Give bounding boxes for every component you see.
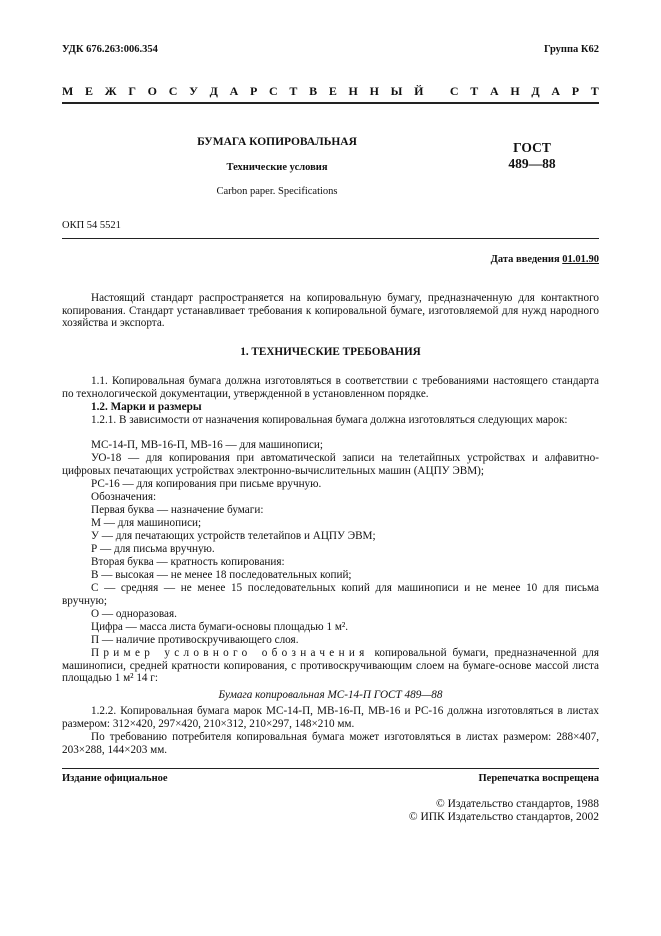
example-label: Пример условного обозначения [91,647,369,659]
consumer-sizes: По требованию потребителя копировальная бумага может изготовляться в листах размером: 288×407, 203×288, 144×203 мм. [62,731,599,756]
banner-letter: Р [249,84,258,98]
letter-v: В — высокая — не менее 18 последовательных копий; [91,569,352,581]
document-subtitle: Технические условия [226,162,328,173]
designations-label: Обозначения: [91,491,157,503]
copyright-2002: © ИПК Издательство стандартов, 2002 [408,811,599,823]
letter-r: Р — для письма вручную. [91,543,215,555]
banner-letter: Н [369,84,379,98]
banner-letter: А [551,84,561,98]
digit-meaning: Цифра — масса листа бумаги-основы площадью 1 м². [91,621,349,633]
gost-number: 489—88 [508,156,556,171]
letter-m: М — для машинописи; [91,517,202,529]
grade-ms: МС-14-П, МВ-16-П, МВ-16 — для машинописи; [91,439,323,451]
banner-letter: Д [531,84,540,98]
document-page [62,0,599,936]
second-letter-label: Вторая буква — кратность копирования: [91,556,285,568]
interstate-standard-banner [62,84,599,99]
banner-letter: С [449,84,459,98]
introduction-date-label: Дата введения [490,254,560,265]
banner-letter: Р [571,84,580,98]
banner-letter: А [229,84,239,98]
okp-code: ОКП 54 5521 [62,220,121,231]
banner-letter: О [147,84,158,98]
document-title: БУМАГА КОПИРОВАЛЬНАЯ [197,136,357,148]
banner-letter: У [189,84,198,98]
letter-o: О — одноразовая. [91,608,177,620]
letter-s: С — средняя — не менее 15 последовательных копий для машинописи и не менее 10 для письма вручную; [62,582,599,607]
banner-letter: Н [348,84,358,98]
clause-1-2-2: 1.2.2. Копировальная бумага марок МС-14-П, МВ-16-П, МВ-16 и РС-16 должна изготовляться в листах размером: 312×420, 297×420, 210×312, 210×297, 148×210 мм. [62,705,599,730]
copyright-1988: © Издательство стандартов, 1988 [435,798,599,810]
banner-letter: Ж [104,84,117,98]
example-designation: Бумага копировальная МС-14-П ГОСТ 489—88 [218,689,443,701]
example-text: копировальной бумаги, предназначенной для машинописи, средней кратности копирования, с противоскручивающим слоем на бумаге-основе массой листа площадью 1 м² 14 г: [62,647,599,685]
banner-rule [62,102,599,104]
banner-letter: С [269,84,278,98]
udk-code: УДК 676.263:006.354 [62,44,158,55]
official-edition: Издание официальное [62,773,168,784]
footer-rule [62,768,599,769]
banner-letter: М [62,84,74,98]
intro-paragraph: Настоящий стандарт распространяется на копировальную бумагу, предназначенную для контактного копирования. Стандарт устанавливает требования к копировальной бумаге, изготовляемой для нужд народного хозяйства и экспорта. [62,292,599,330]
grade-rs: РС-16 — для копирования при письме вручную. [91,478,322,490]
example-paragraph [62,647,599,685]
clause-1-1: 1.1. Копировальная бумага должна изготовляться в соответствии с требованиями настоящего стандарта по технологической документации, утвержденной в установленном порядке. [62,375,599,400]
banner-letter: Т [470,84,479,98]
banner-letter: Е [328,84,337,98]
banner-letter [435,84,438,99]
clause-1-2-heading: 1.2. Марки и размеры [91,401,202,413]
first-letter-label: Первая буква — назначение бумаги: [91,504,264,516]
banner-letter: Т [590,84,599,98]
banner-letter: А [489,84,499,98]
grade-uo: УО-18 — для копирования при автоматической записи на телетайпных устройствах и алфавитно-цифровых печатающих устройствах электронно-вычислительных машин (АЦПУ ЭВМ); [62,452,599,477]
banner-letter: Г [128,84,136,98]
banner-letter: Д [209,84,218,98]
letter-p: П — наличие противоскручивающего слоя. [91,634,299,646]
title-rule [62,238,599,239]
banner-letter: Ы [390,84,403,98]
clause-1-2-1: 1.2.1. В зависимости от назначения копировальная бумага должна изготовляться следующих марок: [91,414,568,426]
english-title: Carbon paper. Specifications [216,186,338,197]
group-code: Группа К62 [543,44,599,55]
banner-letter: Т [289,84,298,98]
banner-letter: Н [510,84,520,98]
gost-label: ГОСТ [513,140,551,155]
section-1-title: 1. ТЕХНИЧЕСКИЕ ТРЕБОВАНИЯ [240,346,421,358]
banner-letter: Й [414,84,424,98]
banner-letter: Е [85,84,94,98]
reprint-prohibited: Перепечатка воспрещена [478,773,599,784]
banner-letter: В [309,84,318,98]
introduction-date-value: 01.01.90 [562,254,599,265]
letter-u: У — для печатающих устройств телетайпов и АЦПУ ЭВМ; [91,530,376,542]
introduction-date [491,254,599,265]
banner-letter: С [168,84,178,98]
